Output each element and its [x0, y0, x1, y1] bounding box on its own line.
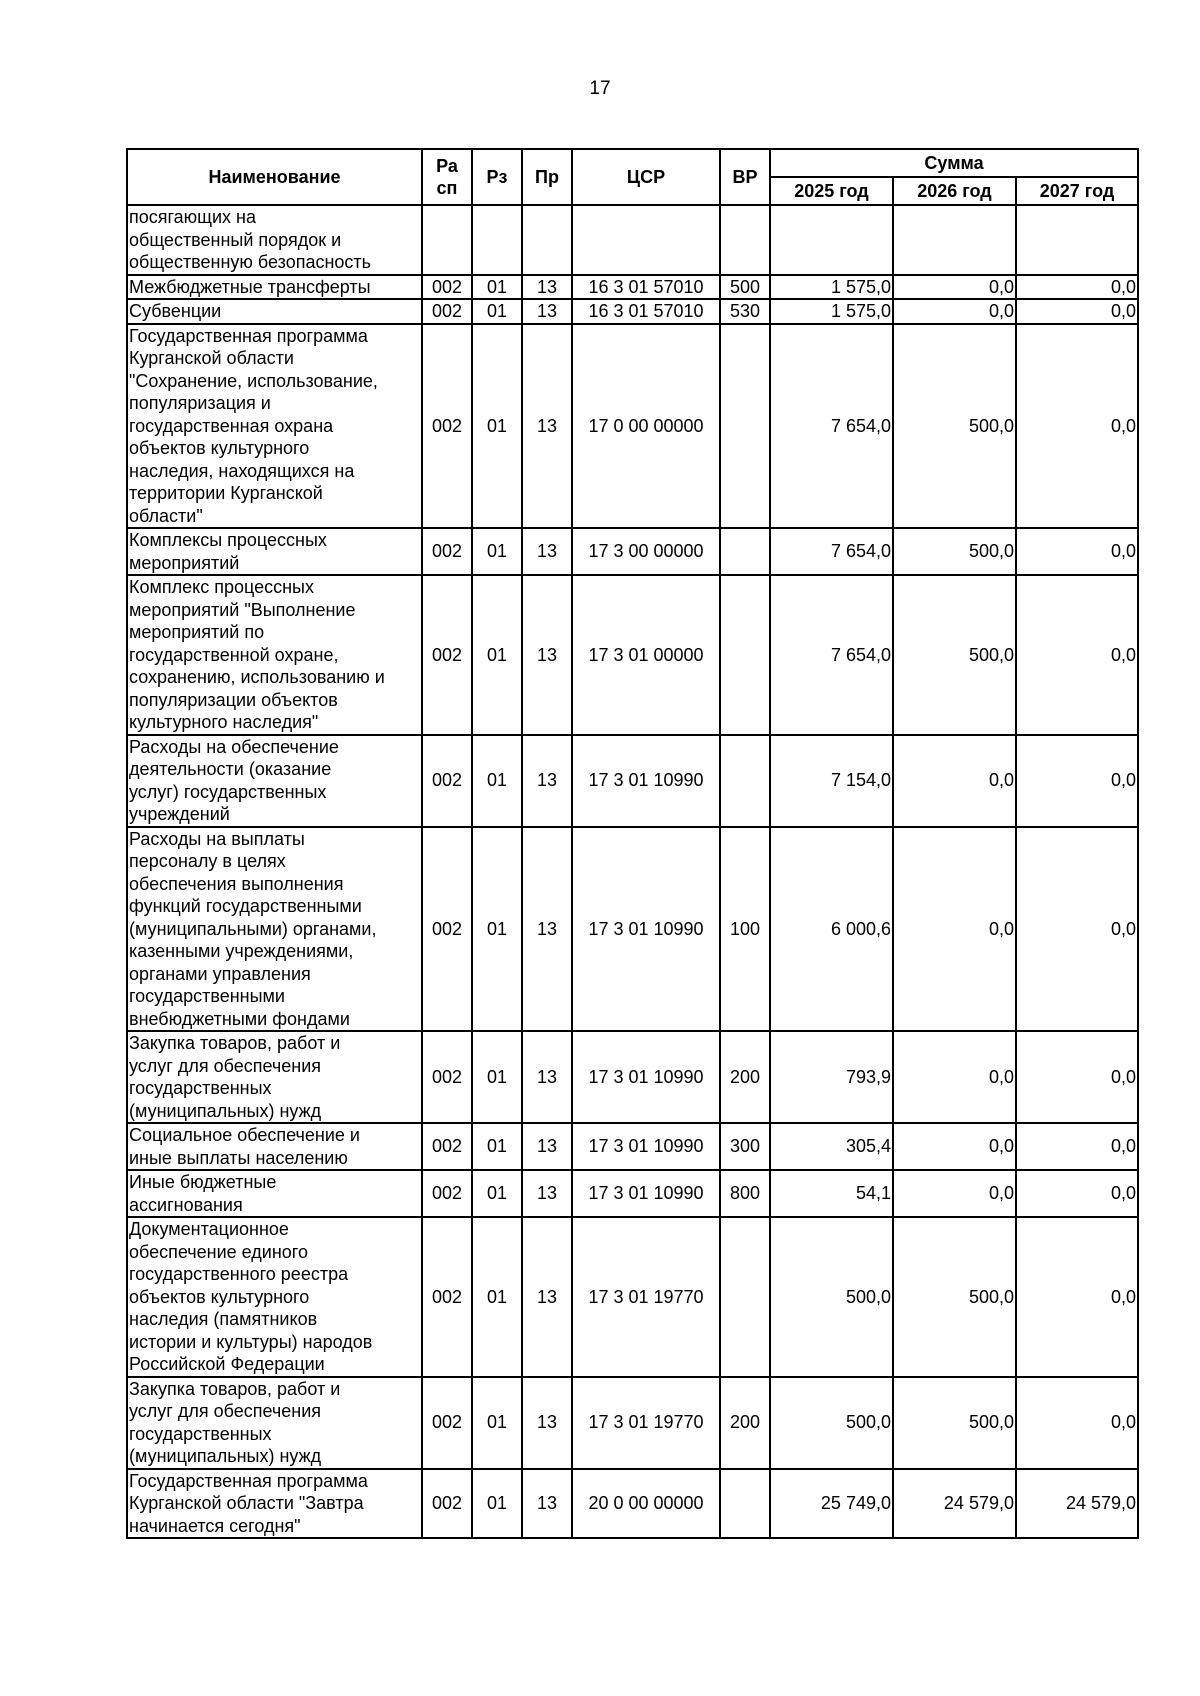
cell-csr: 17 3 01 10990 — [572, 827, 720, 1032]
table-row — [127, 1123, 1138, 1170]
table-row — [127, 275, 1138, 300]
cell-2027: 0,0 — [1016, 299, 1138, 324]
cell-pr: 13 — [522, 1170, 572, 1217]
budget-table — [126, 148, 1139, 1539]
header-rasp-line2: сп — [436, 178, 458, 198]
cell-2025: 500,0 — [770, 1377, 893, 1469]
cell-2026: 0,0 — [893, 827, 1016, 1032]
cell-name — [127, 735, 422, 827]
cell-pr: 13 — [522, 1377, 572, 1469]
cell-name-line: (муниципальных) нужд — [129, 1100, 322, 1121]
cell-2027: 0,0 — [1016, 1031, 1138, 1123]
cell-2026: 0,0 — [893, 1170, 1016, 1217]
cell-pr: 13 — [522, 735, 572, 827]
header-name: Наименование — [127, 149, 422, 205]
cell-name-line: Комплексы процессных — [129, 530, 327, 550]
cell-name — [127, 575, 422, 735]
cell-name-line: государственных — [129, 1078, 272, 1098]
cell-name-line: наследия (памятников — [129, 1309, 318, 1329]
cell-rz: 01 — [472, 1217, 522, 1377]
cell-pr: 13 — [522, 1031, 572, 1123]
cell-2026: 500,0 — [893, 324, 1016, 529]
cell-pr: 13 — [522, 1123, 572, 1170]
cell-name-line: наследия, находящихся на — [129, 460, 355, 481]
cell-2027: 0,0 — [1016, 1123, 1138, 1170]
cell-name-line: Российской Федерации — [129, 1354, 325, 1374]
cell-name-line: Государственная программа — [129, 325, 368, 346]
cell-pr: 13 — [522, 324, 572, 529]
cell-name-line: Расходы на выплаты — [129, 828, 305, 849]
cell-name-line: общественный порядок и — [129, 229, 342, 250]
cell-2027: 0,0 — [1016, 528, 1138, 575]
table-row — [127, 528, 1138, 575]
cell-csr: 17 3 01 10990 — [572, 1031, 720, 1123]
cell-2026: 500,0 — [893, 1217, 1016, 1377]
table-row — [127, 575, 1138, 735]
cell-name — [127, 1170, 422, 1217]
cell-rasp: 002 — [422, 575, 472, 735]
cell-2026: 500,0 — [893, 575, 1016, 735]
cell-2027 — [1016, 205, 1138, 275]
cell-2025: 500,0 — [770, 1217, 893, 1377]
cell-vr: 200 — [720, 1377, 770, 1469]
cell-name-line: Иные бюджетные — [129, 1172, 277, 1192]
cell-csr: 17 3 01 19770 — [572, 1377, 720, 1469]
cell-csr — [572, 205, 720, 275]
cell-2027: 0,0 — [1016, 1170, 1138, 1217]
cell-pr: 13 — [522, 827, 572, 1032]
table-row — [127, 1469, 1138, 1539]
cell-rz: 01 — [472, 275, 522, 300]
cell-name — [127, 1377, 422, 1469]
cell-2025: 1 575,0 — [770, 275, 893, 300]
cell-vr: 800 — [720, 1170, 770, 1217]
cell-rz: 01 — [472, 324, 522, 529]
cell-name — [127, 205, 422, 275]
cell-pr: 13 — [522, 1217, 572, 1377]
cell-name-line: объектов культурного — [129, 1286, 310, 1307]
cell-name-line: популяризации объектов — [129, 689, 338, 710]
cell-csr: 20 0 00 00000 — [572, 1469, 720, 1539]
cell-name-line: государственного реестра — [129, 1264, 349, 1284]
cell-name-line: услуг для обеспечения — [129, 1055, 322, 1076]
header-year-2026: 2026 год — [893, 177, 1016, 205]
cell-rasp: 002 — [422, 324, 472, 529]
cell-rasp: 002 — [422, 735, 472, 827]
cell-rz: 01 — [472, 827, 522, 1032]
cell-name-line: объектов культурного — [129, 438, 310, 458]
cell-2026: 0,0 — [893, 1031, 1016, 1123]
cell-name — [127, 528, 422, 575]
table-row — [127, 299, 1138, 324]
cell-vr — [720, 1469, 770, 1539]
cell-name-line: деятельности (оказание — [129, 759, 332, 779]
cell-2025: 1 575,0 — [770, 299, 893, 324]
cell-rz: 01 — [472, 1170, 522, 1217]
cell-name — [127, 1469, 422, 1539]
cell-name-line: области" — [129, 505, 203, 526]
header-year-2025: 2025 год — [770, 177, 893, 205]
header-sum: Сумма — [770, 149, 1138, 177]
cell-rasp: 002 — [422, 1377, 472, 1469]
cell-csr: 17 3 01 10990 — [572, 1170, 720, 1217]
cell-2027: 24 579,0 — [1016, 1469, 1138, 1539]
cell-name-line: услуг для обеспечения — [129, 1401, 322, 1421]
cell-name-line: иные выплаты населению — [129, 1147, 348, 1168]
header-rasp — [422, 149, 472, 205]
cell-rasp — [422, 205, 472, 275]
cell-vr: 200 — [720, 1031, 770, 1123]
cell-2026: 0,0 — [893, 299, 1016, 324]
cell-2025: 7 654,0 — [770, 324, 893, 529]
cell-pr — [522, 205, 572, 275]
cell-2026: 0,0 — [893, 1123, 1016, 1170]
cell-csr: 17 3 01 10990 — [572, 1123, 720, 1170]
cell-name-line: казенными учреждениями, — [129, 941, 354, 961]
cell-rasp: 002 — [422, 528, 472, 575]
cell-name-line: сохранению, использованию и — [129, 667, 385, 687]
cell-rasp: 002 — [422, 299, 472, 324]
cell-vr: 300 — [720, 1123, 770, 1170]
header-rz: Рз — [472, 149, 522, 205]
cell-pr: 13 — [522, 528, 572, 575]
table-row — [127, 324, 1138, 529]
cell-name — [127, 299, 422, 324]
cell-rz: 01 — [472, 1469, 522, 1539]
cell-name-line: истории и культуры) народов — [129, 1331, 373, 1352]
cell-vr — [720, 735, 770, 827]
cell-name-line: популяризация и — [129, 393, 271, 413]
cell-vr — [720, 575, 770, 735]
cell-csr: 17 3 01 00000 — [572, 575, 720, 735]
table-row — [127, 205, 1138, 275]
cell-2027: 0,0 — [1016, 324, 1138, 529]
cell-2025: 305,4 — [770, 1123, 893, 1170]
cell-name-line: Расходы на обеспечение — [129, 736, 339, 757]
cell-rz: 01 — [472, 1031, 522, 1123]
cell-vr: 100 — [720, 827, 770, 1032]
header-year-2027: 2027 год — [1016, 177, 1138, 205]
cell-name-line: Социальное обеспечение и — [129, 1125, 360, 1145]
cell-vr: 530 — [720, 299, 770, 324]
cell-name-line: органами управления — [129, 963, 311, 984]
table-body — [127, 205, 1138, 1538]
cell-name-line: территории Курганской — [129, 483, 323, 503]
table-row — [127, 1170, 1138, 1217]
cell-name-line: государственной охране, — [129, 644, 339, 665]
cell-rz: 01 — [472, 299, 522, 324]
cell-2025: 7 154,0 — [770, 735, 893, 827]
cell-pr: 13 — [522, 1469, 572, 1539]
cell-csr: 17 3 00 00000 — [572, 528, 720, 575]
cell-vr: 500 — [720, 275, 770, 300]
cell-name-line: мероприятий — [129, 552, 240, 573]
cell-name-line: начинается сегодня" — [129, 1515, 301, 1536]
cell-pr: 13 — [522, 299, 572, 324]
cell-name-line: услуг) государственных — [129, 781, 327, 802]
cell-vr — [720, 324, 770, 529]
cell-rz: 01 — [472, 528, 522, 575]
cell-rz — [472, 205, 522, 275]
cell-name-line: учреждений — [129, 804, 230, 824]
cell-name-line: посягающих на — [129, 207, 257, 227]
cell-rasp: 002 — [422, 1123, 472, 1170]
cell-vr — [720, 205, 770, 275]
cell-name-line: Межбюджетные трансферты — [129, 276, 371, 297]
header-rasp-line1: Ра — [436, 156, 458, 176]
cell-name-line: мероприятий по — [129, 622, 265, 642]
cell-rasp: 002 — [422, 827, 472, 1032]
table-row — [127, 735, 1138, 827]
cell-pr: 13 — [522, 575, 572, 735]
table-header — [127, 149, 1138, 205]
cell-name-line: функций государственными — [129, 896, 362, 916]
cell-2026: 0,0 — [893, 275, 1016, 300]
cell-csr: 16 3 01 57010 — [572, 299, 720, 324]
cell-name-line: государственными — [129, 986, 285, 1006]
cell-name-line: Закупка товаров, работ и — [129, 1378, 341, 1399]
cell-name-line: (муниципальных) нужд — [129, 1446, 322, 1466]
cell-rz: 01 — [472, 735, 522, 827]
table-row — [127, 827, 1138, 1032]
cell-2026 — [893, 205, 1016, 275]
cell-2025: 7 654,0 — [770, 528, 893, 575]
cell-vr — [720, 528, 770, 575]
cell-name-line: общественную безопасность — [129, 252, 372, 272]
cell-2027: 0,0 — [1016, 827, 1138, 1032]
cell-csr: 17 3 01 19770 — [572, 1217, 720, 1377]
cell-rasp: 002 — [422, 275, 472, 300]
cell-2026: 500,0 — [893, 1377, 1016, 1469]
cell-csr: 16 3 01 57010 — [572, 275, 720, 300]
cell-rasp: 002 — [422, 1469, 472, 1539]
table-row — [127, 1217, 1138, 1377]
cell-rasp: 002 — [422, 1031, 472, 1123]
cell-name-line: (муниципальными) органами, — [129, 918, 377, 939]
cell-2025: 25 749,0 — [770, 1469, 893, 1539]
cell-2027: 0,0 — [1016, 575, 1138, 735]
cell-name-line: Курганской области — [129, 348, 294, 368]
cell-name-line: государственных — [129, 1423, 272, 1444]
cell-2026: 500,0 — [893, 528, 1016, 575]
cell-csr: 17 3 01 10990 — [572, 735, 720, 827]
cell-name — [127, 827, 422, 1032]
cell-name-line: культурного наследия" — [129, 712, 319, 732]
cell-2027: 0,0 — [1016, 1377, 1138, 1469]
cell-name-line: Субвенции — [129, 301, 222, 321]
cell-2025: 793,9 — [770, 1031, 893, 1123]
cell-name-line: "Сохранение, использование, — [129, 370, 378, 391]
cell-name — [127, 1031, 422, 1123]
cell-name-line: Закупка товаров, работ и — [129, 1033, 341, 1053]
cell-name-line: Документационное — [129, 1219, 289, 1239]
cell-name — [127, 1217, 422, 1377]
cell-name-line: Комплекс процессных — [129, 577, 314, 597]
cell-rasp: 002 — [422, 1170, 472, 1217]
cell-name — [127, 324, 422, 529]
cell-vr — [720, 1217, 770, 1377]
cell-2026: 0,0 — [893, 735, 1016, 827]
cell-rasp: 002 — [422, 1217, 472, 1377]
cell-csr: 17 0 00 00000 — [572, 324, 720, 529]
cell-2025: 54,1 — [770, 1170, 893, 1217]
cell-rz: 01 — [472, 1123, 522, 1170]
cell-name-line: Курганской области "Завтра — [129, 1493, 364, 1513]
cell-2025: 7 654,0 — [770, 575, 893, 735]
cell-name-line: персоналу в целях — [129, 851, 286, 871]
header-csr: ЦСР — [572, 149, 720, 205]
cell-2025 — [770, 205, 893, 275]
table-row — [127, 1031, 1138, 1123]
header-pr: Пр — [522, 149, 572, 205]
cell-2026: 24 579,0 — [893, 1469, 1016, 1539]
cell-name — [127, 275, 422, 300]
cell-name-line: внебюджетными фондами — [129, 1008, 350, 1029]
cell-name-line: ассигнования — [129, 1194, 243, 1215]
cell-name-line: обеспечение единого — [129, 1241, 308, 1262]
cell-name-line: Государственная программа — [129, 1470, 368, 1491]
header-row-top — [127, 149, 1138, 177]
cell-rz: 01 — [472, 575, 522, 735]
cell-2025: 6 000,6 — [770, 827, 893, 1032]
table-row — [127, 1377, 1138, 1469]
cell-name-line: государственная охрана — [129, 415, 334, 436]
cell-name-line: мероприятий "Выполнение — [129, 599, 356, 620]
cell-name — [127, 1123, 422, 1170]
page-number: 17 — [589, 78, 611, 99]
cell-2027: 0,0 — [1016, 275, 1138, 300]
cell-pr: 13 — [522, 275, 572, 300]
cell-name-line: обеспечения выполнения — [129, 873, 344, 894]
cell-2027: 0,0 — [1016, 1217, 1138, 1377]
cell-2027: 0,0 — [1016, 735, 1138, 827]
header-vr: ВР — [720, 149, 770, 205]
cell-rz: 01 — [472, 1377, 522, 1469]
